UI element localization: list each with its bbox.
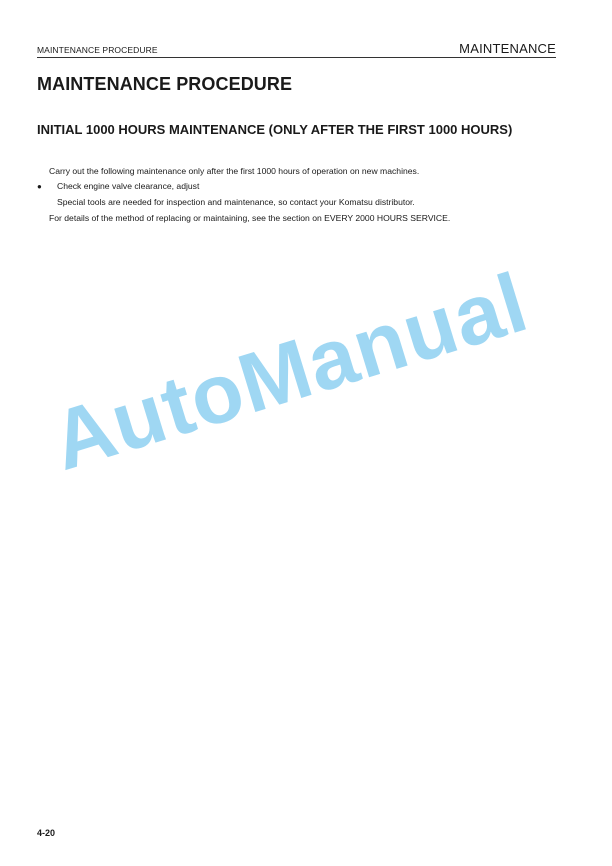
bullet-list-item	[37, 181, 199, 192]
bullet-item-text: Check engine valve clearance, adjust	[57, 181, 200, 191]
note-paragraph: Special tools are needed for inspection and maintenance, so contact your Komatsu distributor.	[57, 197, 415, 207]
page-number: 4-20	[37, 828, 56, 838]
header-divider	[37, 57, 556, 58]
watermark: AutoManual	[41, 254, 538, 488]
intro-paragraph: Carry out the following maintenance only after the first 1000 hours of operation on new machines.	[49, 166, 420, 176]
details-paragraph: For details of the method of replacing or maintaining, see the section on EVERY 2000 HOURS SERVICE.	[49, 213, 451, 223]
page-title: MAINTENANCE PROCEDURE	[37, 74, 293, 94]
running-header-right: MAINTENANCE	[459, 41, 556, 56]
section-title: INITIAL 1000 HOURS MAINTENANCE (ONLY AFTER THE FIRST 1000 HOURS)	[37, 122, 513, 137]
bullet-icon: ●	[37, 182, 42, 191]
running-header-left: MAINTENANCE PROCEDURE	[37, 45, 158, 55]
